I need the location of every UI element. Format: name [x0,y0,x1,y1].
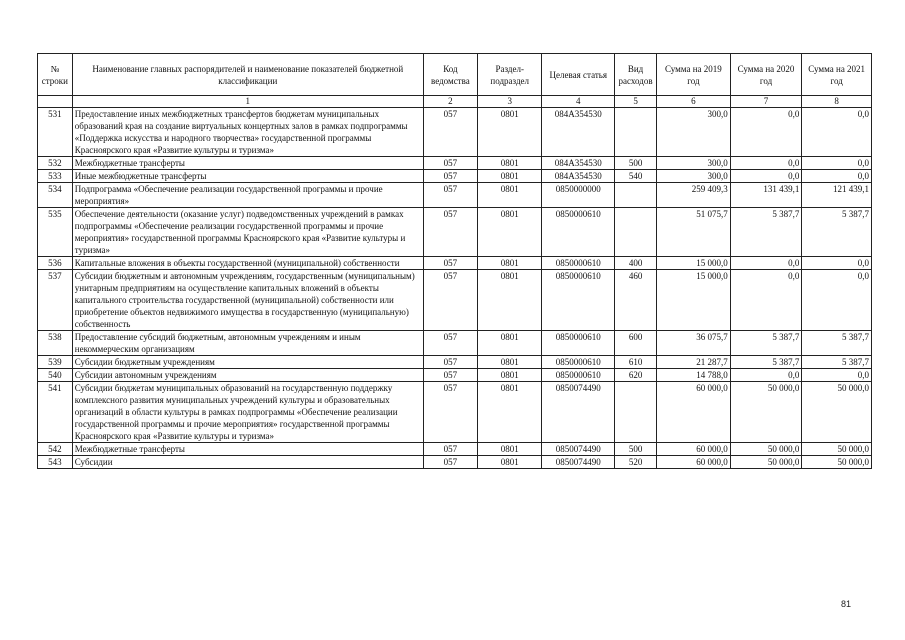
header-sum-2019: Сумма на 2019 год [657,54,731,96]
sum-2019-cell: 36 075,7 [657,331,731,356]
sum-2021-cell: 50 000,0 [802,456,872,469]
column-number: 4 [542,96,615,108]
sum-2019-cell: 14 788,0 [657,369,731,382]
target-article-cell: 0850000610 [542,208,615,257]
table-row [38,270,872,331]
sum-2019-cell: 15 000,0 [657,257,731,270]
sum-2020-cell: 0,0 [730,270,802,331]
sum-2021-cell: 50 000,0 [802,382,872,443]
sum-2020-cell: 50 000,0 [730,382,802,443]
dept-code-cell: 057 [423,183,477,208]
table-row [38,108,872,157]
section-cell: 0801 [478,270,542,331]
sum-2021-cell: 0,0 [802,257,872,270]
dept-code-cell: 057 [423,157,477,170]
section-cell: 0801 [478,208,542,257]
sum-2020-cell: 5 387,7 [730,356,802,369]
target-article-cell: 0850074490 [542,443,615,456]
column-number: 6 [657,96,731,108]
header-target-article: Целевая статья [542,54,615,96]
target-article-cell: 0850000610 [542,369,615,382]
section-cell: 0801 [478,369,542,382]
dept-code-cell: 057 [423,356,477,369]
dept-code-cell: 057 [423,331,477,356]
row-number-cell: 536 [38,257,73,270]
header-expense-type: Вид расходов [615,54,657,96]
sum-2020-cell: 0,0 [730,257,802,270]
header-name: Наименование главных распорядителей и наименование показателей бюджетной классификации [72,54,423,96]
dept-code-cell: 057 [423,270,477,331]
header-sum-2020: Сумма на 2020 год [730,54,802,96]
target-article-cell: 0850074490 [542,382,615,443]
section-cell: 0801 [478,170,542,183]
sum-2021-cell: 5 387,7 [802,356,872,369]
budget-table [37,53,872,469]
expense-type-cell [615,382,657,443]
table-row [38,443,872,456]
sum-2021-cell: 0,0 [802,270,872,331]
section-cell: 0801 [478,157,542,170]
sum-2019-cell: 300,0 [657,108,731,157]
expense-type-cell: 460 [615,270,657,331]
row-name-cell: Подпрограмма «Обеспечение реализации государственной программы и прочие мероприятия» [72,183,423,208]
row-number-cell: 538 [38,331,73,356]
section-cell: 0801 [478,456,542,469]
row-name-cell: Субсидии бюджетным и автономным учреждениям, государственным (муниципальным) унитарным предприятиям на осуществление капитальных вложений в объекты капитального строительства государственной (муниципальной) собственности или приобретение объектов недвижимого имущества в государственную (муниципальную) собственность [72,270,423,331]
sum-2019-cell: 259 409,3 [657,183,731,208]
row-name-cell: Предоставление иных межбюджетных трансфертов бюджетам муниципальных образований края на создание виртуальных концертных залов в рамках подпрограммы «Поддержка искусства и народного творчества» государственной программы Красноярского края «Развитие культуры и туризма» [72,108,423,157]
column-number: 2 [423,96,477,108]
sum-2020-cell: 131 439,1 [730,183,802,208]
sum-2019-cell: 60 000,0 [657,456,731,469]
sum-2021-cell: 0,0 [802,369,872,382]
sum-2021-cell: 50 000,0 [802,443,872,456]
column-number: 3 [478,96,542,108]
row-number-cell: 535 [38,208,73,257]
row-name-cell: Субсидии [72,456,423,469]
row-number-cell: 537 [38,270,73,331]
table-row [38,356,872,369]
expense-type-cell: 540 [615,170,657,183]
row-name-cell: Предоставление субсидий бюджетным, автономным учреждениям и иным некоммерческим организациям [72,331,423,356]
column-number-blank [38,96,73,108]
row-number-cell: 540 [38,369,73,382]
dept-code-cell: 057 [423,257,477,270]
dept-code-cell: 057 [423,456,477,469]
row-number-cell: 543 [38,456,73,469]
dept-code-cell: 057 [423,369,477,382]
target-article-cell: 084А354530 [542,157,615,170]
sum-2020-cell: 50 000,0 [730,443,802,456]
section-cell: 0801 [478,443,542,456]
target-article-cell: 0850000610 [542,270,615,331]
expense-type-cell: 500 [615,443,657,456]
expense-type-cell: 600 [615,331,657,356]
section-cell: 0801 [478,257,542,270]
column-number: 8 [802,96,872,108]
column-number: 1 [72,96,423,108]
section-cell: 0801 [478,356,542,369]
sum-2019-cell: 21 287,7 [657,356,731,369]
row-name-cell: Капитальные вложения в объекты государственной (муниципальной) собственности [72,257,423,270]
expense-type-cell: 500 [615,157,657,170]
table-row [38,456,872,469]
expense-type-cell: 620 [615,369,657,382]
row-name-cell: Субсидии бюджетам муниципальных образований на государственную поддержку комплексного развития муниципальных учреждений культуры и образовательных организаций в области культуры в рамках подпрограммы «Обеспечение реализации государственной программы и прочие мероприятия» государственной программы Красноярского края «Развитие культуры и туризма» [72,382,423,443]
target-article-cell: 0850000000 [542,183,615,208]
sum-2020-cell: 0,0 [730,369,802,382]
row-number-cell: 533 [38,170,73,183]
header-dept-code: Код ведомства [423,54,477,96]
table-row [38,208,872,257]
row-name-cell: Иные межбюджетные трансферты [72,170,423,183]
sum-2021-cell: 0,0 [802,157,872,170]
sum-2021-cell: 5 387,7 [802,331,872,356]
sum-2020-cell: 5 387,7 [730,208,802,257]
sum-2020-cell: 0,0 [730,108,802,157]
sum-2021-cell: 0,0 [802,108,872,157]
sum-2019-cell: 300,0 [657,157,731,170]
target-article-cell: 084А354530 [542,170,615,183]
sum-2019-cell: 60 000,0 [657,382,731,443]
dept-code-cell: 057 [423,382,477,443]
sum-2019-cell: 51 075,7 [657,208,731,257]
row-name-cell: Субсидии бюджетным учреждениям [72,356,423,369]
sum-2020-cell: 0,0 [730,157,802,170]
row-number-cell: 531 [38,108,73,157]
target-article-cell: 0850000610 [542,331,615,356]
target-article-cell: 0850000610 [542,356,615,369]
target-article-cell: 0850074490 [542,456,615,469]
table-row [38,170,872,183]
target-article-cell: 084А354530 [542,108,615,157]
table-row [38,382,872,443]
expense-type-cell [615,183,657,208]
sum-2019-cell: 300,0 [657,170,731,183]
section-cell: 0801 [478,382,542,443]
row-number-cell: 541 [38,382,73,443]
column-number: 7 [730,96,802,108]
expense-type-cell: 610 [615,356,657,369]
section-cell: 0801 [478,331,542,356]
section-cell: 0801 [478,108,542,157]
sum-2020-cell: 50 000,0 [730,456,802,469]
expense-type-cell: 400 [615,257,657,270]
row-name-cell: Обеспечение деятельности (оказание услуг) подведомственных учреждений в рамках подпрограммы «Обеспечение реализации государственной программы и прочие мероприятия» государственной программы Красноярского края «Развитие культуры и туризма» [72,208,423,257]
row-number-cell: 534 [38,183,73,208]
column-number: 5 [615,96,657,108]
target-article-cell: 0850000610 [542,257,615,270]
table-row [38,183,872,208]
row-name-cell: Межбюджетные трансферты [72,157,423,170]
expense-type-cell [615,108,657,157]
sum-2021-cell: 5 387,7 [802,208,872,257]
dept-code-cell: 057 [423,170,477,183]
row-number-cell: 532 [38,157,73,170]
table-row [38,331,872,356]
row-number-cell: 542 [38,443,73,456]
row-name-cell: Межбюджетные трансферты [72,443,423,456]
row-number-cell: 539 [38,356,73,369]
sum-2021-cell: 0,0 [802,170,872,183]
header-row [38,54,872,96]
table-row [38,157,872,170]
sum-2019-cell: 15 000,0 [657,270,731,331]
dept-code-cell: 057 [423,208,477,257]
table-row [38,257,872,270]
dept-code-cell: 057 [423,443,477,456]
expense-type-cell: 520 [615,456,657,469]
header-sum-2021: Сумма на 2021 год [802,54,872,96]
page-number: 81 [841,599,852,609]
dept-code-cell: 057 [423,108,477,157]
expense-type-cell [615,208,657,257]
header-section: Раздел-подраздел [478,54,542,96]
row-name-cell: Субсидии автономным учреждениям [72,369,423,382]
sum-2019-cell: 60 000,0 [657,443,731,456]
sum-2021-cell: 121 439,1 [802,183,872,208]
table-row [38,369,872,382]
column-number-row [38,96,872,108]
header-row-number: № строки [38,54,73,96]
sum-2020-cell: 0,0 [730,170,802,183]
section-cell: 0801 [478,183,542,208]
sum-2020-cell: 5 387,7 [730,331,802,356]
